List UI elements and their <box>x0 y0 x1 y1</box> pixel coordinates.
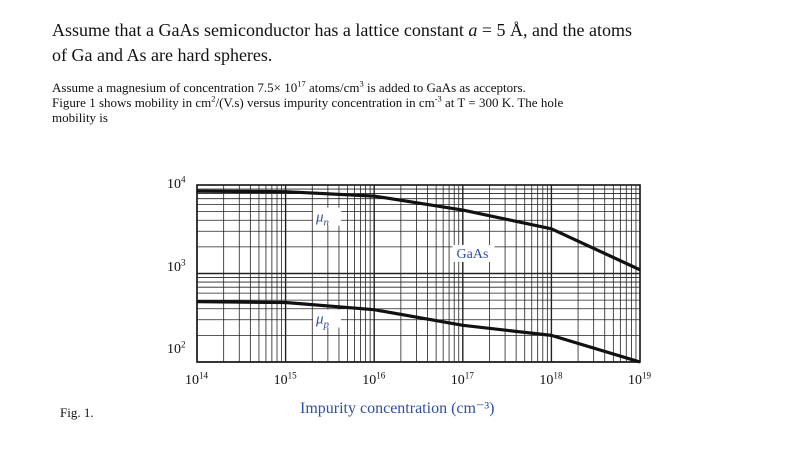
series-label-p: $\mu_p$ <box>315 311 329 331</box>
para-exp3: 2 <box>211 93 216 104</box>
x-tick-label: $10^{18}$ <box>539 370 563 388</box>
y-tick-label: $10^4$ <box>167 174 186 192</box>
x-tick-label: $10^{15}$ <box>273 370 297 388</box>
para-text-e: /(V.s) versus impurity concentration in cm <box>215 95 435 110</box>
question-line2: of Ga and As are hard spheres. <box>52 45 273 65</box>
para-exp2: 3 <box>359 78 364 89</box>
para-exp4: -3 <box>434 93 442 104</box>
para-text-f: at T = 300 K. The hole <box>441 95 564 110</box>
figure-label: Fig. 1. <box>60 405 94 420</box>
series-label-n: $\mu_n$ <box>315 209 329 229</box>
x-axis-title: Impurity concentration (cm⁻³) <box>300 400 495 417</box>
para-exp1: 17 <box>297 78 306 89</box>
y-tick-label: $10^3$ <box>167 256 186 275</box>
para-text-c: is added to GaAs as acceptors. <box>363 80 526 95</box>
x-tick-label: $10^{17}$ <box>450 370 474 388</box>
variable-a: a <box>468 20 478 40</box>
mobility-chart <box>160 165 680 405</box>
x-tick-label: $10^{16}$ <box>362 370 386 388</box>
para-text-b: atoms/cm <box>305 80 360 95</box>
y-tick-label: $10^2$ <box>167 339 186 357</box>
para-text-g: mobility is <box>52 110 108 125</box>
question-paragraph <box>52 80 752 125</box>
grid-lines <box>197 185 640 362</box>
material-label: GaAs <box>456 246 489 262</box>
question-text <box>52 18 772 68</box>
x-tick-label: $10^{14}$ <box>185 370 209 388</box>
para-text-d: Figure 1 shows mobility in cm <box>52 95 212 110</box>
question-line1-end: = 5 Å, and the atoms <box>477 20 633 40</box>
question-line1-start: Assume that a GaAs semiconductor has a lattice constant <box>52 20 469 40</box>
para-text-a: Assume a magnesium of concentration 7.5× 10 <box>52 80 298 95</box>
x-tick-label: $10^{19}$ <box>628 370 652 388</box>
